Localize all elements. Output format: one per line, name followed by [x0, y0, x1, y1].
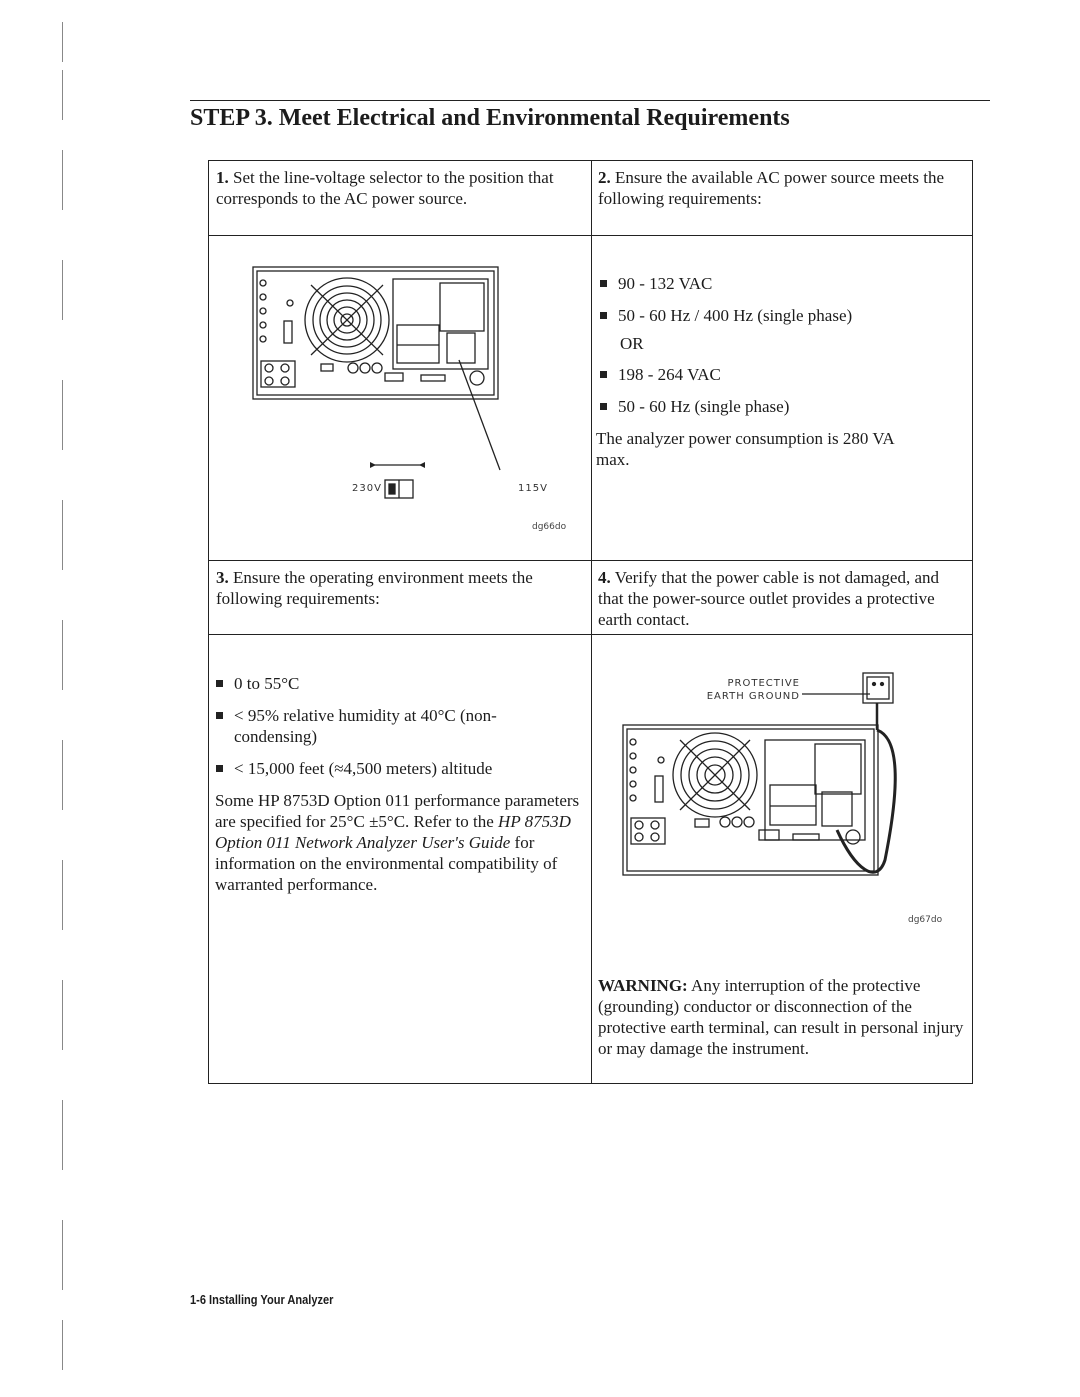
step-2-text [598, 167, 968, 209]
step-number: 1. [216, 168, 229, 187]
column-divider [591, 160, 592, 1084]
figure-id: dg67do [908, 915, 943, 925]
step-instruction: Verify that the power cable is not damaged, and that the power-source outlet provides a protective earth contact. [598, 568, 940, 629]
row-divider [208, 235, 973, 236]
step-4-text [598, 567, 968, 630]
page-title: STEP 3. Meet Electrical and Environmental Requirements [190, 105, 790, 131]
power-requirement-item: 90 - 132 VAC [596, 273, 966, 294]
row-divider [208, 634, 973, 635]
environment-requirement-item: < 95% relative humidity at 40°C (non-condensing) [212, 705, 524, 747]
step-instruction: Set the line-voltage selector to the position that corresponds to the AC power source. [216, 168, 554, 208]
environment-note: Some HP 8753D Option 011 performance parameters are specified for 25°C ±5°C. Refer to the HP 8753D Option 011 Network Analyzer User's Guide for information on the environmental compatibility of warranted performance. [215, 791, 580, 894]
step-number: 3. [216, 568, 229, 587]
environment-requirement-item: < 15,000 feet (≈4,500 meters) altitude [212, 758, 582, 779]
step-number: 4. [598, 568, 611, 587]
protective-earth-label: PROTECTIVE EARTH GROUND [706, 678, 800, 702]
power-requirement-item: 50 - 60 Hz (single phase) [596, 396, 966, 417]
step-number: 2. [598, 168, 611, 187]
warning-label: WARNING: [598, 976, 688, 995]
power-requirement-item: 198 - 264 VAC [596, 364, 966, 385]
title-rule [190, 100, 990, 101]
row-divider [208, 560, 973, 561]
step-3-text [216, 567, 586, 609]
voltage-115v-label: 115V [518, 483, 548, 494]
warning-block [598, 975, 968, 1059]
or-separator: OR [620, 334, 644, 353]
figure-id: dg66do [532, 522, 567, 532]
step-1-text [216, 167, 586, 209]
power-requirement-item: 50 - 60 Hz / 400 Hz (single phase) [596, 305, 966, 326]
step-instruction: Ensure the available AC power source meets the following requirements: [598, 168, 945, 208]
step-instruction: Ensure the operating environment meets the following requirements: [216, 568, 533, 608]
voltage-230v-label: 230V [352, 483, 382, 494]
rear-panel-figure [245, 265, 565, 535]
environment-requirement-item: 0 to 55°C [212, 673, 582, 694]
warning-text: Any interruption of the protective (grounding) conductor or disconnection of the protective earth terminal, can result in personal injury or may damage the instrument. [598, 976, 964, 1058]
power-consumption-note: The analyzer power consumption is 280 VA max. [596, 429, 894, 469]
power-requirements [596, 273, 966, 470]
earth-ground-figure [615, 670, 955, 920]
environment-requirements [212, 673, 582, 895]
page-footer: 1-6 Installing Your Analyzer [190, 1292, 334, 1307]
guide-reference: HP 8753D Option 011 Network Analyzer User's Guide [215, 812, 571, 852]
